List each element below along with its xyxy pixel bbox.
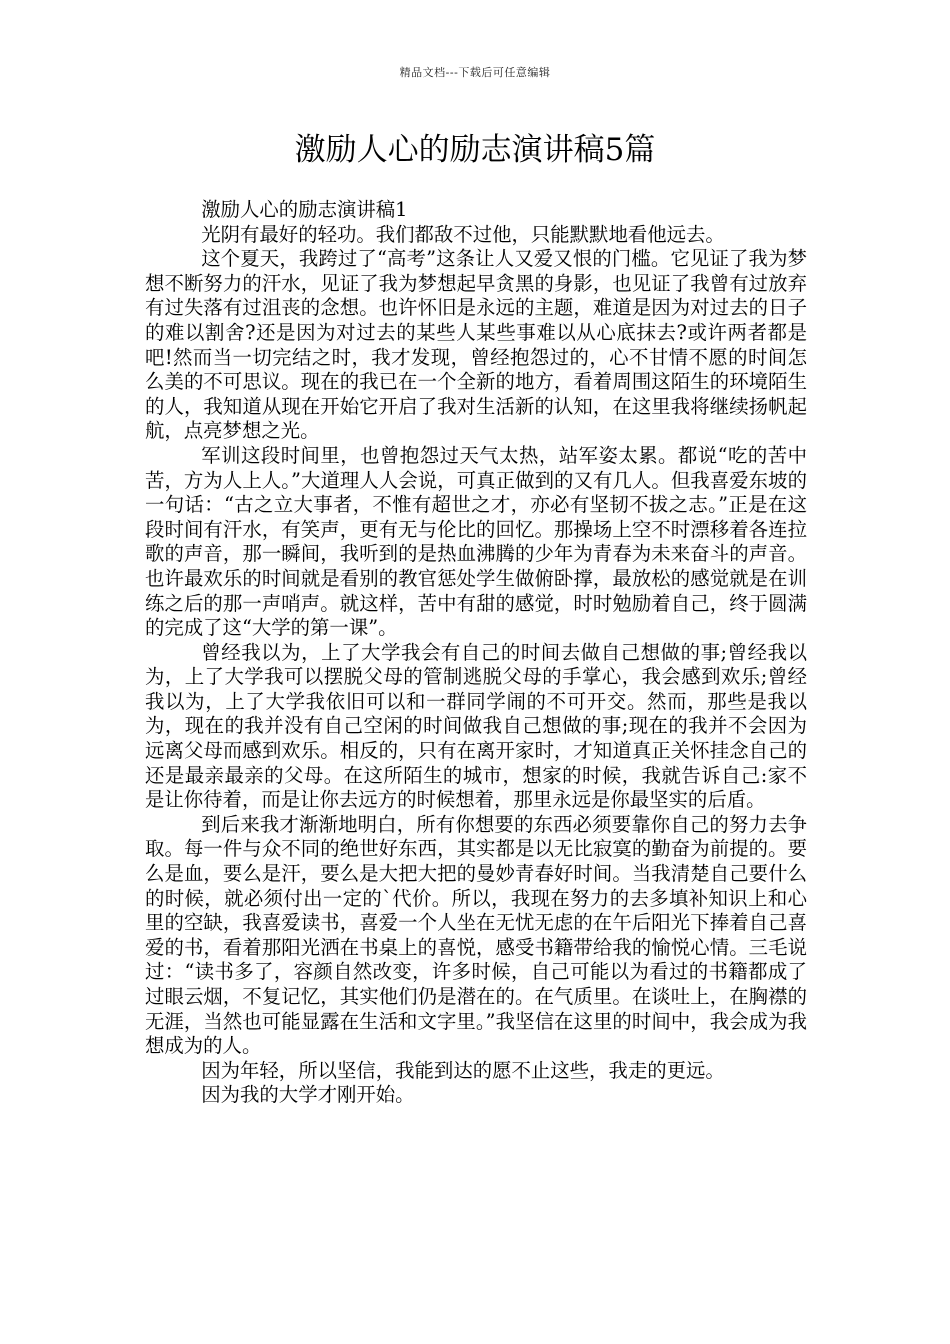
paragraph-7: 因为我的大学才刚开始。	[201, 1083, 415, 1107]
paragraph-3: 军训这段时间里，也曾抱怨过天气太热，站军姿太累。都说“吃的苦中苦，方为人上人。”大道理人人会说，可真正做到的又有几人。但我喜爱东坡的一句话：“古之立大事者，不惟有超世之才，亦必有坚韧不拔之志。”正是在这段时间有汗水，有笑声，更有无与伦比的回忆。那操场上空不时漂移着各连拉歌的声音，那一瞬间，我听到的是热血沸腾的少年为青春为未来奋斗的声音。也许最欢乐的时间就是看别的教官惩处学生做俯卧撑，最放松的感觉就是在训练之后的那一声哨声。就这样，苦中有甜的感觉，时时勉励着自己，终于圆满的完成了这“大学的第一课”。	[145, 443, 807, 640]
paragraph-6: 因为年轻，所以坚信，我能到达的愿不止这些，我走的更远。	[201, 1058, 725, 1082]
paragraph-5: 到后来我才渐渐地明白，所有你想要的东西必须要靠你自己的努力去争取。每一件与众不同的绝世好东西，其实都是以无比寂寞的勤奋为前提的。要么是血，要么是汗，要么是大把大把的曼妙青春好时间。当我清楚自己要什么的时候，就必须付出一定的`代价。所以，我现在努力的去多填补知识上和心里的空缺，我喜爱读书，喜爱一个人坐在无忧无虑的在午后阳光下捧着自己喜爱的书，看着那阳光洒在书桌上的喜悦，感受书籍带给我的愉悦心情。三毛说过：“读书多了，容颜自然改变，许多时候，自己可能以为看过的书籍都成了过眼云烟，不复记忆，其实他们仍是潜在的。在气质里。在谈吐上，在胸襟的无涯，当然也可能显露在生活和文字里。”我坚信在这里的时间中，我会成为我想成为的人。	[145, 812, 807, 1058]
document-title: 激励人心的励志演讲稿5篇	[294, 132, 656, 168]
section-subheading: 激励人心的励志演讲稿1	[201, 198, 408, 221]
document-body	[145, 198, 807, 1108]
page-header-note: 精品文档---下载后可任意编辑	[399, 66, 551, 79]
paragraph-2: 这个夏天，我跨过了“高考”这条让人又爱又恨的门槛。它见证了我为梦想不断努力的汗水，见证了我为梦想起早贪黑的身影，也见证了我曾有过放弃有过失落有过沮丧的念想。也许怀旧是永远的主题，难道是因为对过去的日子的难以割舍?还是因为对过去的某些人某些事难以从心底抹去?或许两者都是吧!然而当一切完结之时，我才发现，曾经抱怨过的，心不甘情不愿的时间怎么美的不可思议。现在的我已在一个全新的地方，看着周围这陌生的环境陌生的人，我知道从现在开始它开启了我对生活新的认知，在这里我将继续扬帆起航，点亮梦想之光。	[145, 247, 807, 443]
paragraph-4: 曾经我以为，上了大学我会有自己的时间去做自己想做的事;曾经我以为，上了大学我可以摆脱父母的管制逃脱父母的手掌心，我会感到欢乐;曾经我以为，上了大学我依旧可以和一群同学闹的不可开交。然而，那些是我以为，现在的我并没有自己空闲的时间做我自己想做的事;现在的我并不会因为远离父母而感到欢乐。相反的，只有在离开家时，才知道真正关怀挂念自己的还是最亲最亲的父母。在这所陌生的城市，想家的时候，我就告诉自己:家不是让你待着，而是让你去远方的时候想着，那里永远是你最坚实的后盾。	[145, 640, 807, 812]
paragraph-1: 光阴有最好的轻功。我们都敌不过他，只能默默地看他远去。	[201, 222, 725, 246]
